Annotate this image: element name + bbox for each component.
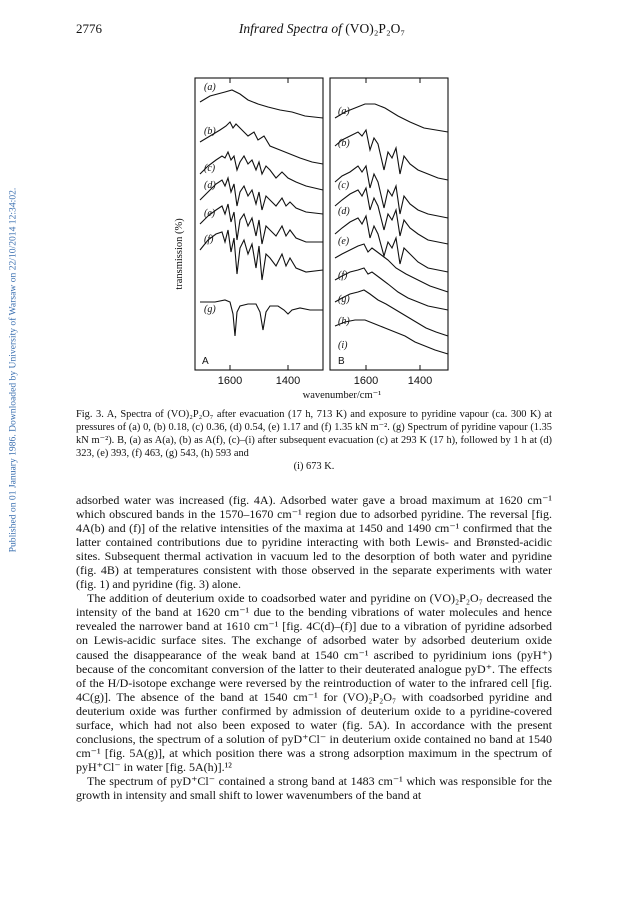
label-a-e: (e) — [204, 208, 216, 219]
panel-a-curves — [200, 90, 323, 336]
curve-b-b — [335, 130, 448, 180]
label-a-c: (c) — [204, 163, 216, 174]
label-b-i: (i) — [338, 340, 348, 351]
body-text — [76, 493, 552, 802]
running-head-title: Infrared Spectra of — [238, 21, 346, 36]
label-a-f: (f) — [204, 234, 214, 245]
label-b-c: (c) — [338, 180, 350, 191]
download-notice — [2, 150, 24, 590]
caption-last-line: (i) 673 K. — [293, 461, 335, 472]
tick-a-1600: 1600 — [217, 375, 243, 387]
label-b-e: (e) — [338, 236, 350, 247]
page-number: 2776 — [76, 21, 102, 36]
curve-a-c — [200, 152, 323, 190]
curve-b-h — [335, 290, 448, 336]
x-axis-label: wavenumber/cm⁻¹ — [302, 390, 382, 401]
curve-b-c — [335, 166, 448, 218]
curve-b-i — [335, 320, 448, 354]
download-notice-text: Published on 01 January 1986. Downloaded by University of Warsaw on 22/10/2014 12:34:02. — [7, 187, 19, 553]
caption-text: Fig. 3. A, Spectra of (VO)₂P₂O₇ after evacuation (17 h, 713 K) and exposure to pyridine vapour (ca. 300 K) at pressures of (a) 0, (b) 0.18, (c) 0.36, (d) 0.54, (e) 1.17 and (f) 1.35 kN m⁻². (g) Spectrum of pyridine vapour (1.35 kN m⁻²). B, (a) as A(a), (b) as A(f), (c)–(i) after subsequent evacuation (c) at 293 K (17 h), followed by 1 h at (d) 323, (e) 393, (f) 463, (g) 543, (h) 593 and — [76, 409, 552, 459]
label-b-h: (h) — [338, 316, 350, 327]
label-b-d: (d) — [338, 206, 350, 217]
y-axis-label: transmission (%) — [174, 218, 185, 290]
panel-b-curves — [335, 104, 448, 354]
curve-a-b — [200, 122, 323, 164]
curve-b-f — [335, 244, 448, 292]
label-a-a: (a) — [204, 82, 216, 93]
running-head-formula: (VO)₂P₂O₇ — [345, 21, 406, 36]
tick-a-1400: 1400 — [275, 375, 301, 387]
figure-3 — [170, 74, 470, 404]
tick-b-1400: 1400 — [407, 375, 433, 387]
label-b-a: (a) — [338, 106, 350, 117]
paragraph: The addition of deuterium oxide to coadsorbed water and pyridine on (VO)₂P₂O₇ decreased the intensity of the band at 1620 cm⁻¹ due to the bending vibrations of water molecules and hence revealed the narrower band at 1610 cm⁻¹ [fig. 4C(d)–(f)] due to a vibration of pyridine adsorbed on Lewis-acidic surface sites. The exchange of adsorbed water by adsorbed deuterium oxide caused the disappearance of the weak band at 1540 cm⁻¹ ascribed to pyridinium ions (pyH⁺) because of the concomitant conversion of the latter to their deuterated analogue pyD⁺. The effects of the H/D-isotope exchange were reversed by the reintroduction of water to the infrared cell [fig. 4C(g)]. The absence of the band at 1540 cm⁻¹ for (VO)₂P₂O₇ with coadsorbed pyridine and deuterium oxide was further confirmed by admission of deuterium oxide to a pyridine-covered surface, which had not also been exposed to water (fig. 5A). In accordance with the present conclusions, the spectrum of a solution of pyD⁺Cl⁻ in deuterium oxide contained no band at 1540 cm⁻¹ [fig. 5A(g)], at which position there was a strong adsorption maximum in the spectrum of pyH⁺Cl⁻ in water [fig. 5A(h)].¹² — [76, 591, 552, 774]
label-a-d: (d) — [204, 180, 216, 191]
tick-b-1600: 1600 — [353, 375, 379, 387]
figure-caption — [76, 408, 552, 473]
curve-b-g — [335, 268, 448, 310]
label-b-g: (g) — [338, 294, 350, 305]
panel-a-curve-labels — [204, 82, 216, 315]
panel-b-letter: B — [338, 356, 345, 367]
label-b-b: (b) — [338, 138, 350, 149]
curve-b-d — [335, 188, 448, 244]
paragraph: adsorbed water was increased (fig. 4A). Adsorbed water gave a broad maximum at 1620 cm⁻¹ which obscured bands in the 1570–1670 cm⁻¹ region due to adsorbed pyridine. The reversal [fig. 4A(b) and (f)] of the relative intensities of the maxima at 1450 and 1490 cm⁻¹ confirmed that the latter contained contributions due to pyridine interacting with both Lewis- and Brønsted-acidic sites. Subsequent thermal activation in vacuum led to the desorption of both water and pyridine (fig. 4B) at temperatures consistent with those observed in the separate experiments with water (fig. 1) and pyridine (fig. 3) alone. — [76, 493, 552, 592]
panel-b-curve-labels — [338, 106, 350, 351]
spectra-figure — [170, 74, 470, 404]
label-b-f: (f) — [338, 270, 348, 281]
paragraph: The spectrum of pyD⁺Cl⁻ contained a strong band at 1483 cm⁻¹ which was responsible for the growth in intensity and small shift to lower wavenumbers of the band at — [76, 773, 552, 802]
curve-b-a — [335, 104, 448, 132]
curve-a-a — [200, 90, 323, 118]
running-head — [0, 21, 624, 37]
curve-a-g — [200, 300, 323, 336]
label-a-g: (g) — [204, 304, 216, 315]
label-a-b: (b) — [204, 126, 216, 137]
panel-a-letter: A — [202, 356, 209, 367]
